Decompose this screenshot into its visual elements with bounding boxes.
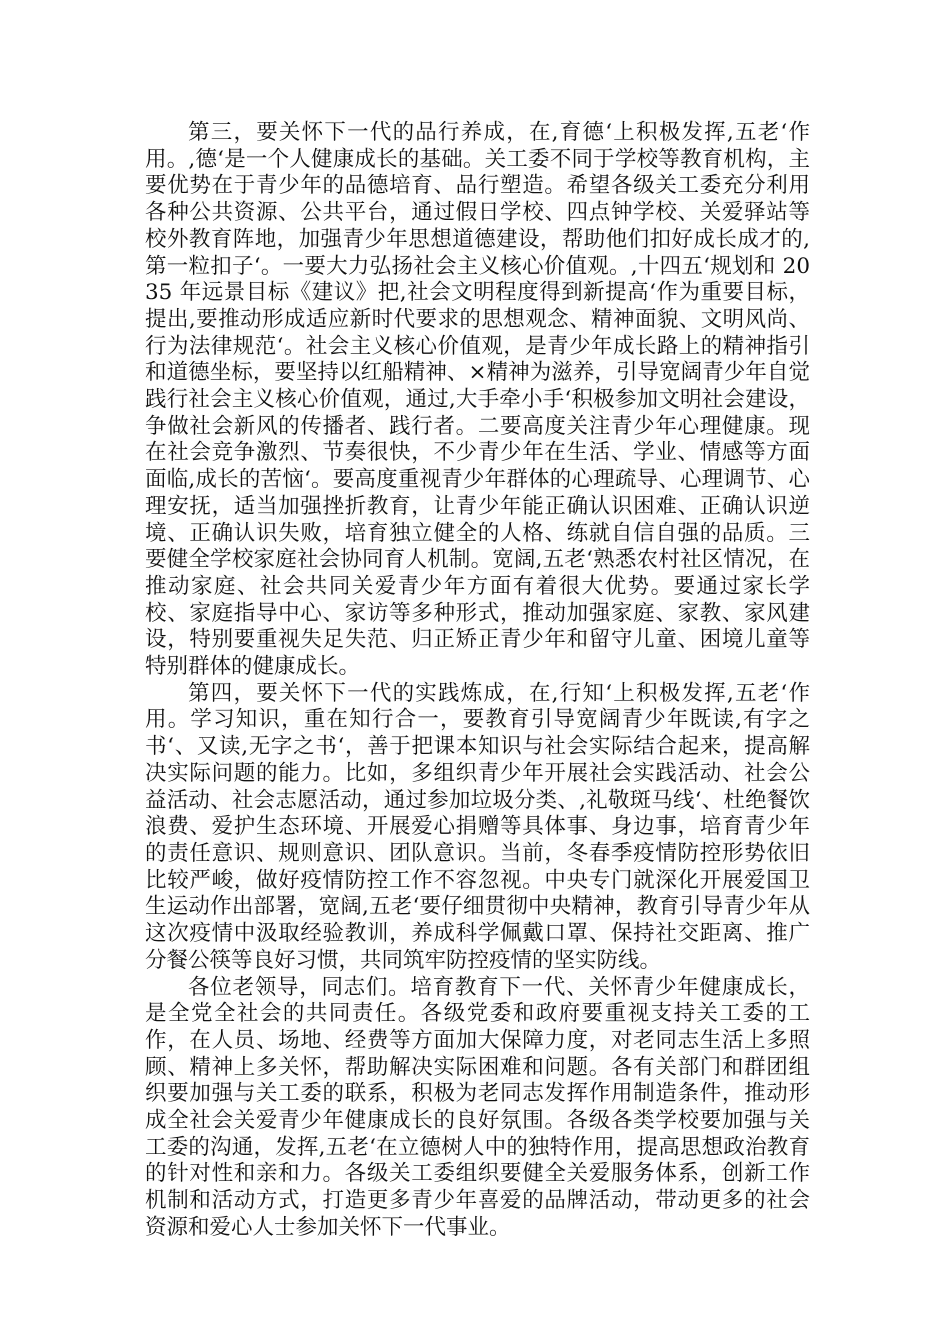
paragraph-closing: 各位老领导，同志们。培育教育下一代、关怀青少年健康成长，是全党全社会的共同责任。各级党委和政府要重视支持关工委的工作，在人员、场地、经费等方面加大保障力度，对老同志生活上多照顾、精神上多关怀，帮助解决实际困难和问题。各有关部门和群团组织要加强与关工委的联系，积极为老同志发挥作用制造条件，推动形成全社会关爱青少年健康成长的良好氛围。各级各类学校要加强与关工委的沟通，发挥,五老‘在立德树人中的独特作用，提高思想政治教育的针对性和亲和力。各级关工委组织要健全关爱服务体系，创新工作机制和活动方式，打造更多青少年喜爱的品牌活动，带动更多的社会资源和爱心人士参加关怀下一代事业。 [145, 974, 810, 1240]
paragraph-fourth-point: 第四，要关怀下一代的实践炼成，在,行知‘上积极发挥,五老‘作用。学习知识，重在知行合一，要教育引导宽阔青少年既读,有字之书‘、又读,无字之书‘，善于把课本知识与社会实际结合起来，提高解决实际问题的能力。比如，多组织青少年开展社会实践活动、社会公益活动、社会志愿活动，通过参加垃圾分类、,礼敬斑马线‘、杜绝餐饮浪费、爱护生态环境、开展爱心捐赠等具体事、身边事，培育青少年的责任意识、规则意识、团队意识。当前，冬春季疫情防控形势依旧比较严峻，做好疫情防控工作不容忽视。中央专门就深化开展爱国卫生运动作出部署，宽阔,五老‘要仔细贯彻中央精神，教育引导青少年从这次疫情中汲取经验教训，养成科学佩戴口罩、保持社交距离、推广分餐公筷等良好习惯，共同筑牢防控疫情的坚实防线。 [145, 680, 810, 973]
document-body [145, 120, 810, 1242]
paragraph-third-point: 第三，要关怀下一代的品行养成，在,育德‘上积极发挥,五老‘作用。,德‘是一个人健康成长的基础。关工委不同于学校等教育机构，主要优势在于青少年的品德培育、品行塑造。希望各级关工委充分利用各种公共资源、公共平台，通过假日学校、四点钟学校、关爱驿站等校外教育阵地，加强青少年思想道德建设，帮助他们扣好成长成才的,第一粒扣子‘。一要大力弘扬社会主义核心价值观。,十四五‘规划和 2035 年远景目标《建议》把,社会文明程度得到新提高‘作为重要目标，提出,要推动形成适应新时代要求的思想观念、精神面貌、文明风尚、行为法律规范‘。社会主义核心价值观，是青少年成长路上的精神指引和道德坐标，要坚持以红船精神、×精神为滋养，引导宽阔青少年自觉践行社会主义核心价值观，通过,大手牵小手‘积极参加文明社会建设，争做社会新风的传播者、践行者。二要高度关注青少年心理健康。现在社会竞争激烈、节奏很快，不少青少年在生活、学业、情感等方面面临,成长的苦恼‘。要高度重视青少年群体的心理疏导、心理调节、心理安抚，适当加强挫折教育，让青少年能正确认识困难、正确认识逆境、正确认识失败，培育独立健全的人格、练就自信自强的品质。三要健全学校家庭社会协同育人机制。宽阔,五老‘熟悉农村社区情况，在推动家庭、社会共同关爱青少年方面有着很大优势。要通过家长学校、家庭指导中心、家访等多种形式，推动加强家庭、家教、家风建设，特别要重视失足失范、归正矫正青少年和留守儿童、困境儿童等特别群体的健康成长。 [145, 120, 810, 680]
